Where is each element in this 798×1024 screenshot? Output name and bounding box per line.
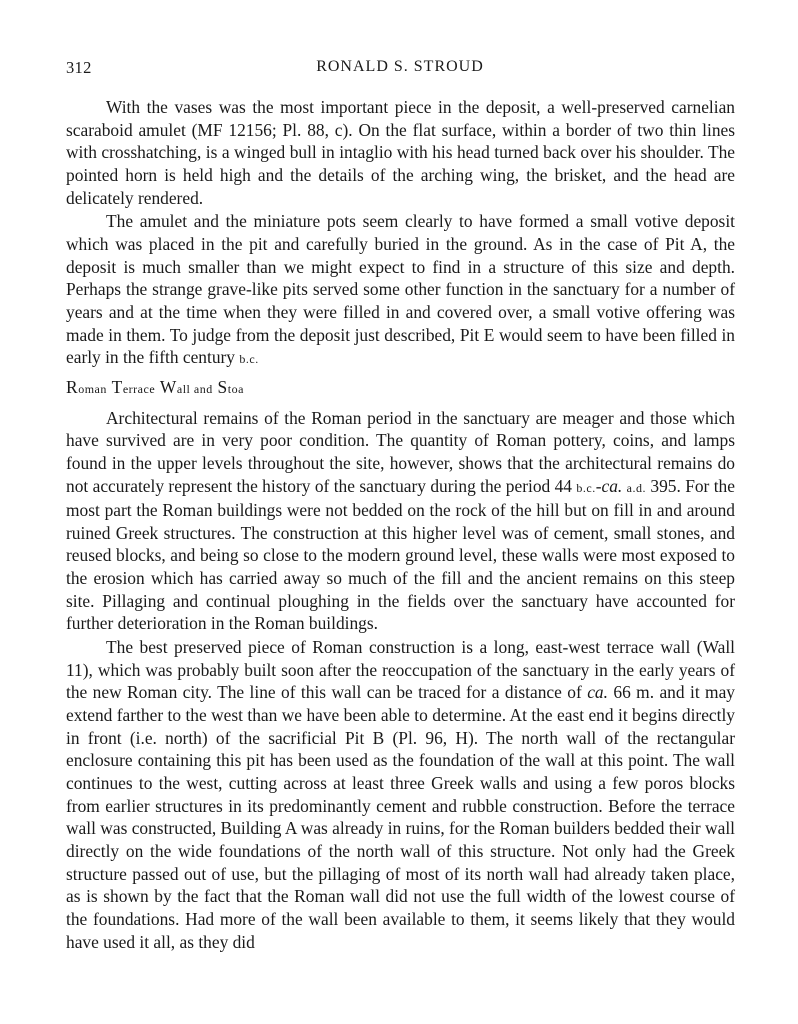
paragraph-architectural-remains: Architectural remains of the Roman period in the sanctuary are meager and those which have survived are in very poor condition. The quantity of Roman pottery, coins, and lamps found in the upper levels throughout the site, however, shows that the architectural remains do not accurately represent the history of the sanctuary during the period 44 b.c.-ca. a.d. 395. For the most part the Roman buildings were not bedded on the rock of the hill but on fill in and around ruined Greek structures. The construction at this higher level was of cement, small stones, and reused blocks, and being so close to the modern ground level, these walls were most exposed to the erosion which has carried away so much of the fill and the ancient remains on this steep site. Pillaging and continual ploughing in the fields over the sanctuary have accounted for further deterioration in the Roman buildings. xyxy=(66,407,735,634)
running-head: RONALD S. STROUD xyxy=(316,58,484,75)
page-number: 312 xyxy=(66,58,92,77)
era-abbrev: b.c. xyxy=(239,352,259,367)
paragraph-votive-text: The amulet and the miniature pots seem clearly to have formed a small votive deposit which was placed in the pit and carefully buried in the ground. As in the case of Pit A, the deposit is much smaller than we might expect to find in a structure of this size and depth. Perhaps the strange grave-like pits served some other function in the sanctuary for a number of years and at the time when they were filled in and covered over, a small votive offering was made in them. To judge from the deposit just described, Pit E would seem to have been filled in early in the fifth century xyxy=(66,211,735,368)
circa-abbrev: ca. xyxy=(587,682,608,703)
page-header xyxy=(66,58,734,82)
body-text xyxy=(66,96,735,953)
paragraph-amulet: With the vases was the most important piece in the deposit, a well-preserved carnelian scaraboid amulet (MF 12156; Pl. 88, c). On the flat surface, within a border of two thin lines with crosshatching, is a winged bull in intaglio with his head turned back over his shoulder. The pointed horn is held high and the details of the arching wing, the brisket, and the head are delicately rendered. xyxy=(66,97,735,208)
paragraph-terrace-wall: The best preserved piece of Roman construction is a long, east-west terrace wall (Wall 11), which was probably built soon after the reoccupation of the sanctuary in the early years of the new Roman city. The line of this wall can be traced for a distance of ca. 66 m. and it may extend farther to the west than we have been able to determine. At the east end it begins directly in front (i.e. north) of the sacrificial Pit B (Pl. 96, H). The north wall of the rectangular enclosure containing this pit has been used as the foundation of the wall at this point. The wall continues to the west, cutting across at least three Greek walls and using a few poros blocks from earlier structures in its predominantly cement and rubble construction. Before the terrace wall was constructed, Building A was already in ruins, for the Roman builders bedded their wall directly on the wide foundations of the north wall of this structure. Not only had the Greek structure passed out of use, but the pillaging of most of its north wall had already taken place, as is shown by the fact that the Roman wall did not use the full width of the lowest course of the foundations. Had more of the wall been available to them, it seems likely that they would have used it all, as they did xyxy=(66,637,735,952)
paragraph-votive-deposit xyxy=(66,210,735,371)
era-abbrev: a.d. xyxy=(626,480,646,495)
section-heading: Roman Terrace Wall and Stoa xyxy=(66,376,244,397)
era-abbrev: b.c. xyxy=(576,480,596,495)
circa-abbrev: ca. xyxy=(601,475,623,496)
